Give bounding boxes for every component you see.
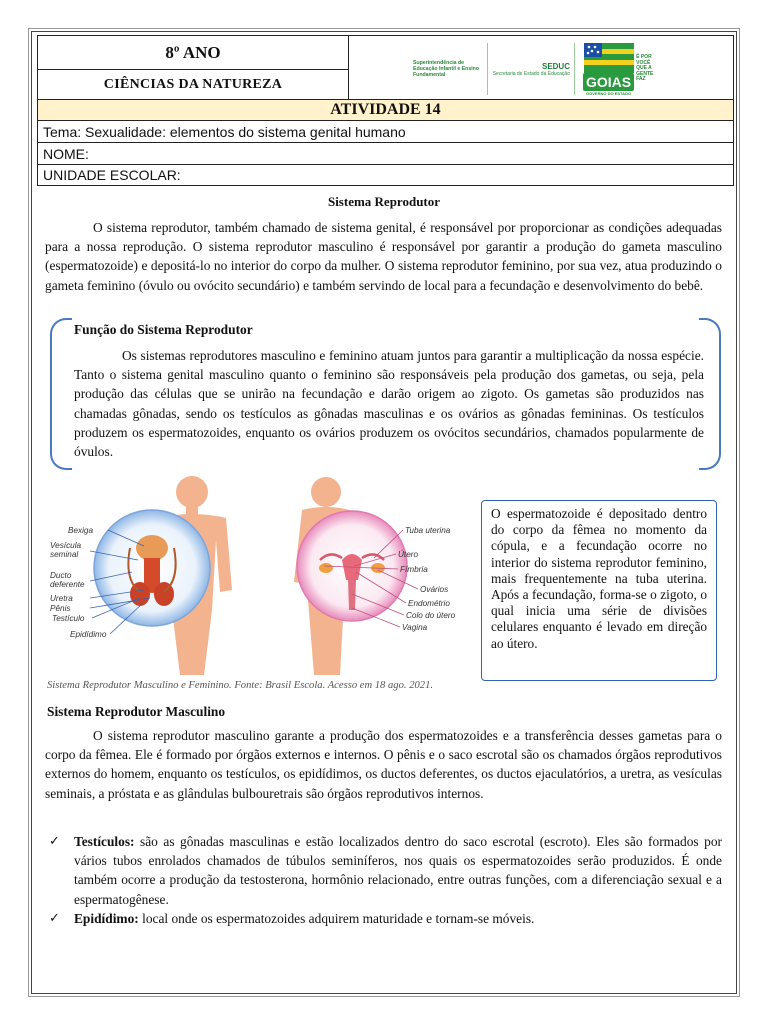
superintendence-logo: Superintendência de Educação Infantil e Ensino Fundamental <box>413 60 480 78</box>
figure-label-male: Vesícula seminal <box>50 541 82 559</box>
fertilization-callout: O espermatozoide é depositado dentro do corpo da fêmea no momento da cópula, e a fecundação ocorre no interior do sistema reprodutor feminino, mais frequentemente na tuba uterina. Após a fecundação, forma-se o zigoto, o qual inicia uma série de divisões celulares enquanto é levado em direção ao útero. <box>481 500 717 681</box>
figure-label-female: Tuba uterina <box>405 526 451 535</box>
figure-label-male: Testículo <box>52 614 85 623</box>
list-item-testicles: ✓ Testículos: são as gônadas masculinas e estão localizados dentro do saco escrotal (escroto). Eles são formados por vários tubos enrolados chamados de túbulos seminíferos, nos quais os espermatozoides serão produzidos. É onde também ocorre a produção da testosterona, hormônio relacionado, entre outras funções, com a diferenciação sexual e a espermatogênese. <box>49 834 722 907</box>
goias-logo: GOIAS GOVERNO DO ESTADO É POR VOCÊ QUE A GENTE FAZ <box>583 43 658 96</box>
figure-label-female: Ovários <box>420 585 449 594</box>
header-table <box>37 35 734 186</box>
goias-flag-icon <box>584 43 634 73</box>
figure-label-male: Epidídimo <box>70 630 107 639</box>
male-system-title: Sistema Reprodutor Masculino <box>47 704 226 719</box>
section-title: Sistema Reprodutor <box>327 194 441 209</box>
check-icon: ✓ <box>49 834 60 849</box>
function-title: Função do Sistema Reprodutor <box>74 322 253 337</box>
figure-label-female: Vagina <box>402 623 428 632</box>
subject-label: CIÊNCIAS DA NATUREZA <box>103 76 283 92</box>
figure-label-male: Pênis <box>50 604 71 613</box>
figure-label-female: Colo do útero <box>406 611 456 620</box>
theme-field: Tema: Sexualidade: elementos do sistema genital humano <box>37 120 734 142</box>
figure-label-male: Ducto deferente <box>50 571 85 589</box>
activity-title: ATIVIDADE 14 <box>37 99 734 120</box>
list-item-epididymis: ✓ Epidídimo: local onde os espermatozoides adquirem maturidade e tornam-se móveis. <box>74 909 722 928</box>
check-icon: ✓ <box>49 911 60 926</box>
figure-label-female: Endométrio <box>408 599 450 608</box>
seduc-logo: SEDUC Secretaria de Estado da Educação <box>492 61 570 77</box>
figure-label-female: Útero <box>398 550 419 559</box>
left-brace <box>50 318 72 470</box>
intro-paragraph: O sistema reprodutor, também chamado de sistema genital, é responsável por proporcionar as condições adequadas para a nossa reprodução. O sistema reprodutor masculino é responsável por garantir a produção do gameta masculino (espermatozoide) e depositá-lo no interior do corpo da mulher. O sistema reprodutor feminino, por sua vez, atua produzindo o gameta feminino (óvulo ou ovócito secundário) e também servindo de local para a fecundação e desenvolvimento do bebê. <box>45 220 722 293</box>
male-system-paragraph: O sistema reprodutor masculino garante a produção dos espermatozoides e a transferência desses gametas para o corpo da fêmea. Ele é formado por órgãos externos e internos. O pênis e o saco escrotal são os chamados órgãos reprodutivos externos do homem, enquanto os testículos, os epidídimos, os ductos deferentes, os ductos ejaculatórios, a uretra, as vesículas seminais, a próstata e as glândulas bulbouretrais são órgãos reprodutivos internos. <box>45 728 722 801</box>
school-field[interactable]: UNIDADE ESCOLAR: <box>37 164 734 186</box>
figure-label-female: Fímbria <box>400 565 428 574</box>
reproductive-system-figure <box>40 470 470 675</box>
figure-label-male: Uretra <box>50 594 73 603</box>
figure-label-male: Bexiga <box>68 526 94 535</box>
figure-caption: Sistema Reprodutor Masculino e Feminino. Fonte: Brasil Escola. Acesso em 18 ago. 2021. <box>47 680 434 691</box>
function-paragraph: Os sistemas reprodutores masculino e feminino atuam juntos para garantir a multiplicação da nossa espécie. Tanto o sistema genital masculino quanto o feminino são responsáveis pela produção dos gametas, ou seja, pela produção das células que se unirão na fecundação e darão origem ao zigoto. Os gametas são produzidos nas chamadas gônadas, sendo os testículos as gônadas masculinas e os ovários as gônadas femininas. Os testículos produzem os espermatozoides, enquanto os ovários produzem os ovócitos secundários, chamados popularmente de óvulos. <box>74 348 704 460</box>
grade-label: 8º ANO <box>38 36 348 70</box>
name-field[interactable]: NOME: <box>37 142 734 164</box>
logos-cell <box>349 36 733 99</box>
